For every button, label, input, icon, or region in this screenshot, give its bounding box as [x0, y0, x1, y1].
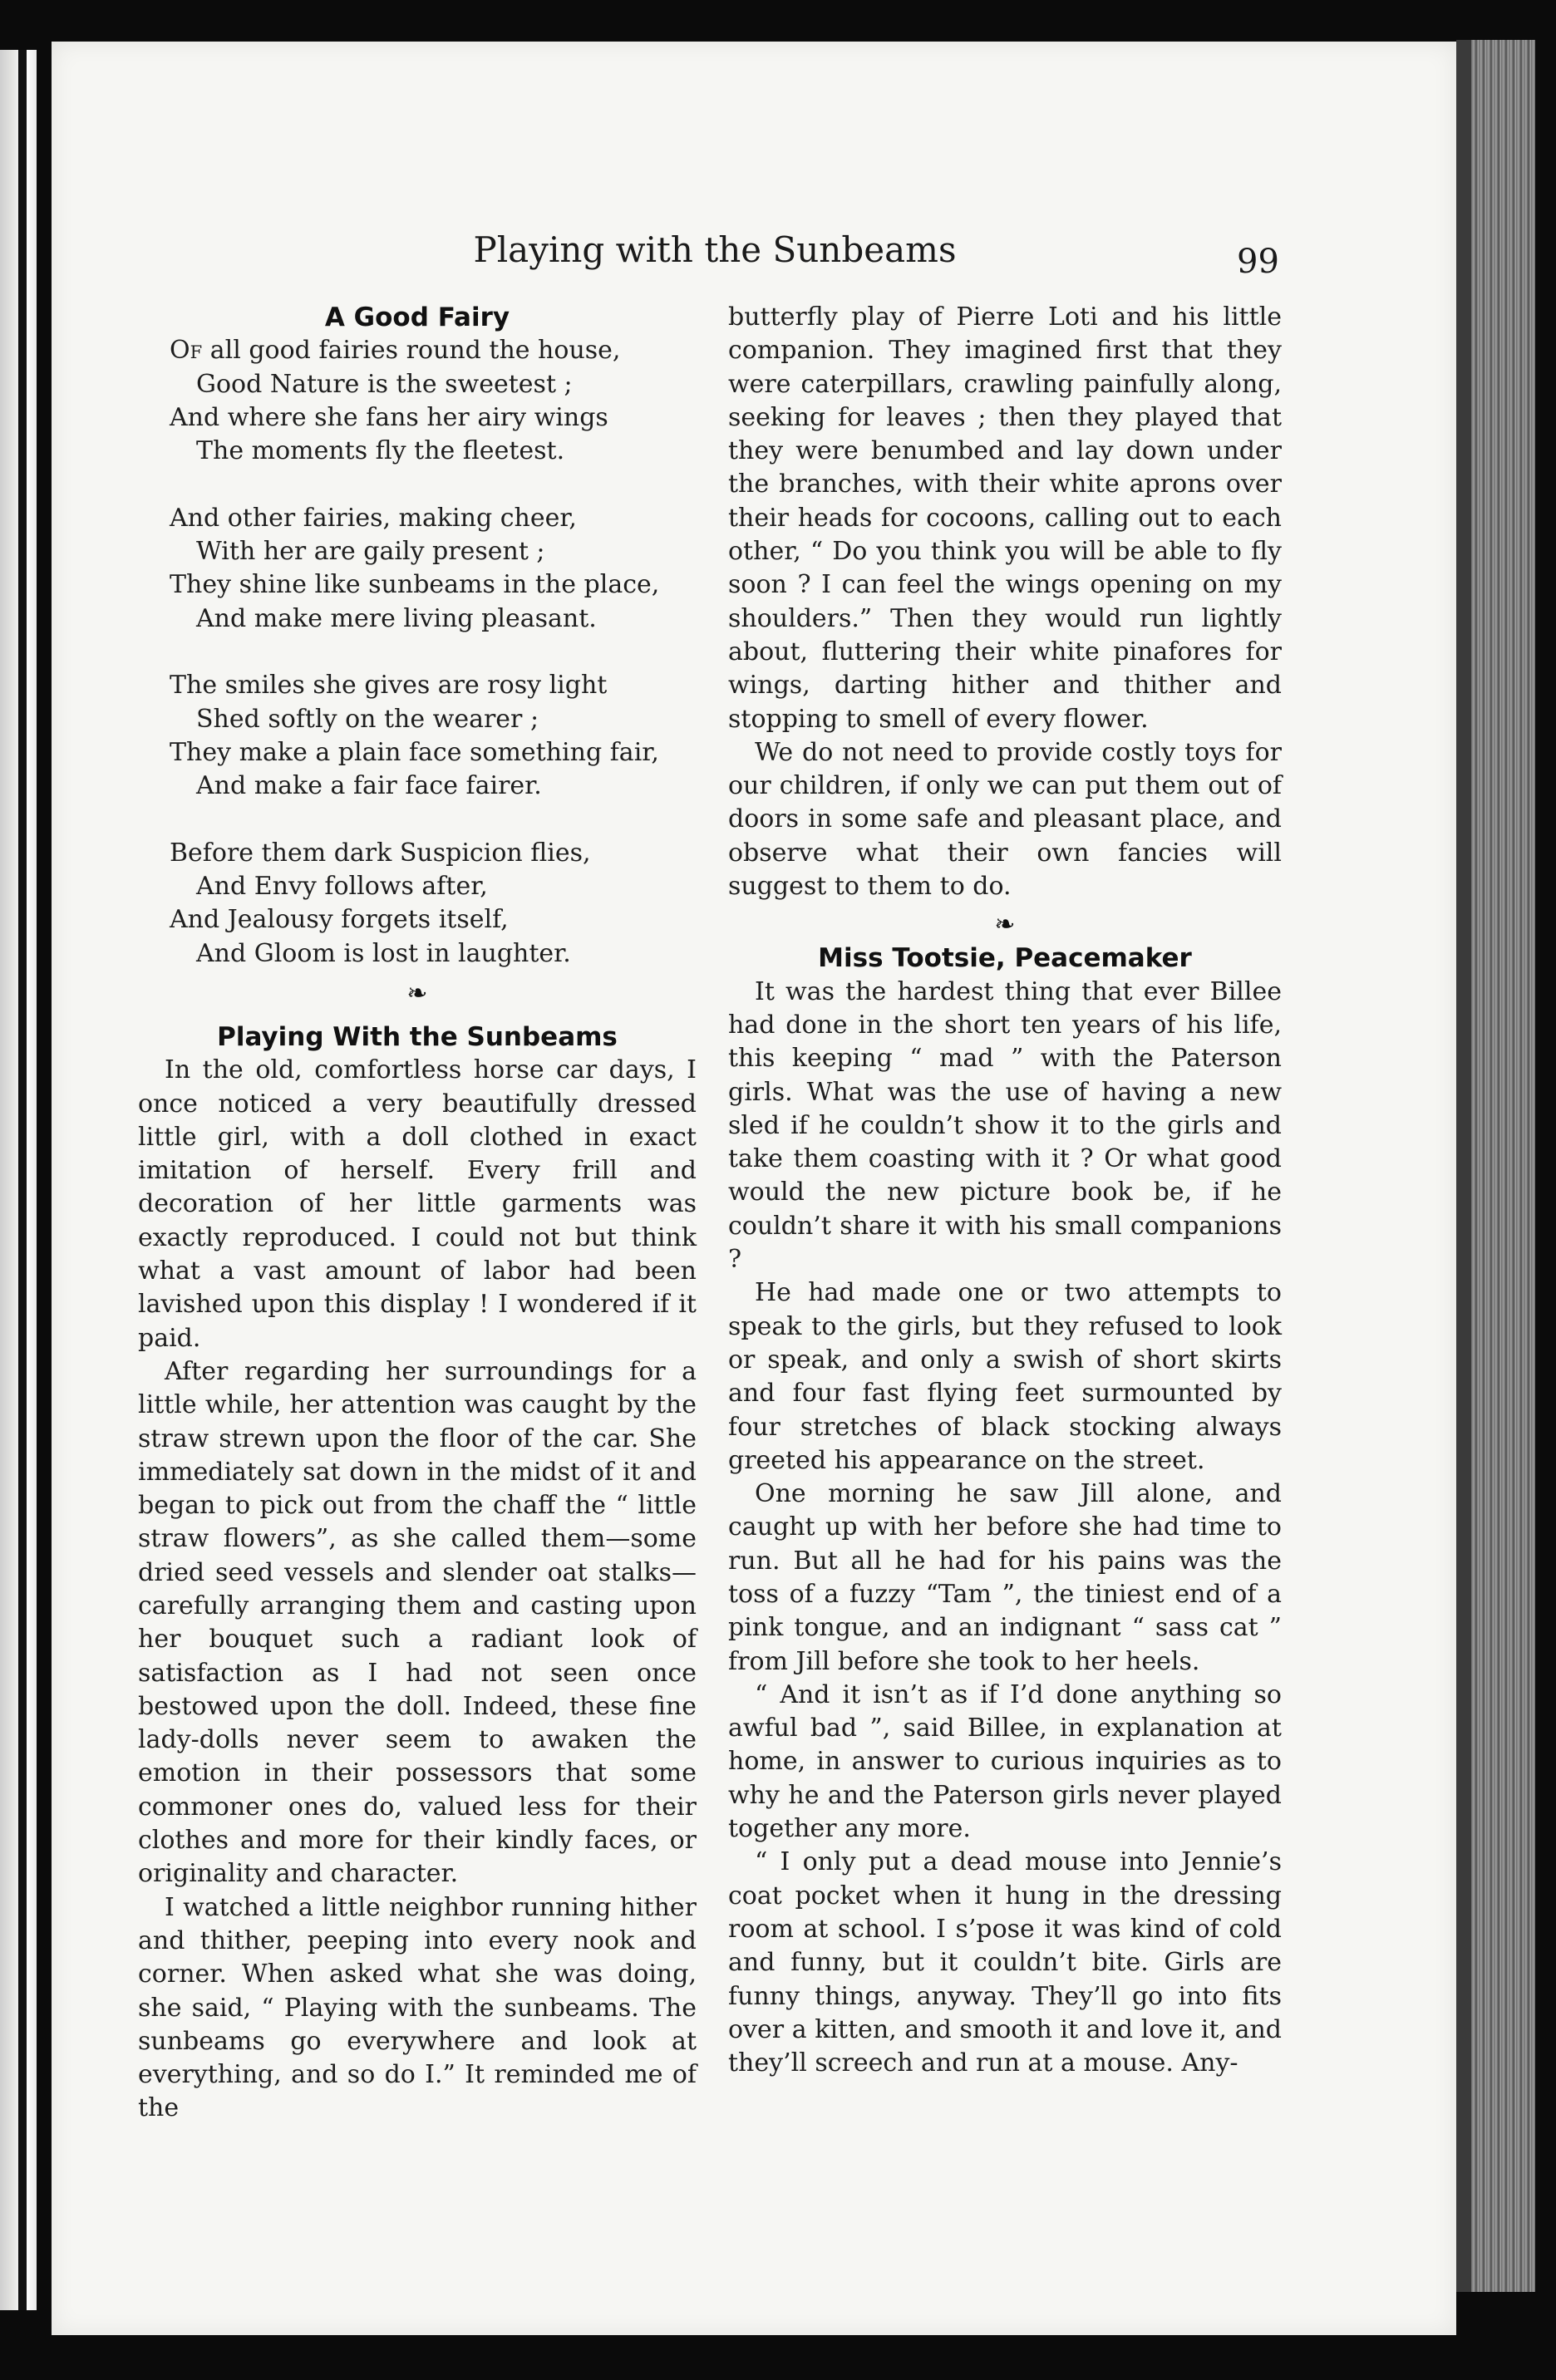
- poem-title: A Good Fairy: [324, 302, 510, 332]
- poem-line: And Gloom is lost in laughter.: [196, 938, 571, 968]
- article-paragraph: It was the hardest thing that ever Billee had done in the short ten years of his life, this keeping “ mad ” with the Paterson girls. What was the use of having a new sled if he couldn’t show it to the girls and take them coasting with it ? Or what good would the new picture book be, if he couldn’t share it with his small companions ?: [728, 976, 1282, 1275]
- article-title: Playing With the Sunbeams: [217, 1021, 618, 1052]
- article-title: Miss Tootsie, Peacemaker: [818, 943, 1192, 974]
- right-column: [728, 301, 1282, 2080]
- poem-initial: Of: [170, 336, 203, 366]
- poem-line: They make a plain face something fair,: [170, 737, 659, 767]
- article-paragraph: We do not need to provide costly toys for our children, if only we can put them out of doors in some safe and pleasant place, and observe what their own fancies will suggest to them to do.: [728, 737, 1282, 902]
- poem-line: Of all good fairies round the house,: [170, 336, 621, 366]
- article-paragraph: “ I only put a dead mouse into Jennie’s coat pocket when it hung in the dressing room at school. I s’pose it was kind of cold and funny, but it couldn’t bite. Girls are funny things, anyway. They’ll go into fits over a kitten, and smooth it and love it, and they’ll screech and run at a mouse. Any-: [728, 1847, 1282, 2078]
- left-column: [138, 301, 697, 2126]
- poem-line: And make mere living pleasant.: [196, 603, 597, 633]
- book-left-edge: [0, 50, 37, 2310]
- poem-line: They shine like sunbeams in the place,: [170, 570, 660, 600]
- poem-line: And make a fair face fairer.: [196, 771, 542, 801]
- poem-line: The moments fly the fleetest.: [196, 436, 565, 466]
- book-page-stack: [1456, 40, 1535, 2292]
- poem-line: And Envy follows after,: [196, 872, 488, 902]
- section-ornament: ❧: [994, 910, 1016, 940]
- article-paragraph: One morning he saw Jill alone, and caught up with her before she had time to run. But all he had for his pains was the toss of a fuzzy “Tam ”, the tiniest end of a pink tongue, and an indignant “ sass cat ” from Jill before she took to her heels.: [728, 1479, 1282, 1676]
- poem-line: Good Nature is the sweetest ;: [196, 369, 573, 399]
- poem: [138, 334, 697, 971]
- poem-line: Shed softly on the wearer ;: [196, 704, 539, 734]
- article-paragraph: I watched a little neighbor running hither and thither, peeping into every nook and corner. When asked what she was doing, she said, “ Playing with the sunbeams. The sunbeams go everywhere and look at everything, and so do I.” It reminded me of the: [138, 1892, 697, 2123]
- running-header: Playing with the Sunbeams: [473, 229, 957, 270]
- poem-line: And other fairies, making cheer,: [170, 503, 577, 533]
- page-number: 99: [1237, 243, 1279, 281]
- article-paragraph-continued: butterfly play of Pierre Loti and his little companion. They imagined first that they were caterpillars, crawling painfully along, seeking for leaves ; then they played that they were benumbed and lay down under the branches, with their white aprons over their heads for cocoons, calling out to each other, “ Do you think you will be able to fly soon ? I can feel the wings opening on my shoulders.” Then they would run lightly about, fluttering their white pinafores for wings, darting hither and thither and stopping to smell of every flower.: [728, 302, 1282, 734]
- article-paragraph: After regarding her surroundings for a little while, her attention was caught by the straw strewn upon the floor of the car. She immediately sat down in the midst of it and began to pick out from the chaff the “ little straw flowers”, as she called them—some dried seed vessels and slender oat stalks—carefully arranging them and casting upon her bouquet such a radiant look of satisfaction as I had not seen once bestowed upon the doll. Indeed, these fine lady-dolls never seem to awaken the emotion in their possessors that some commoner ones do, valued less for their clothes and more for their kindly faces, or originality and character.: [138, 1356, 697, 1889]
- article-paragraph: “ And it isn’t as if I’d done anything so awful bad ”, said Billee, in explanation at home, in answer to curious inquiries as to why he and the Paterson girls never played together any more.: [728, 1679, 1282, 1844]
- article-paragraph: In the old, comfortless horse car days, I once noticed a very beautifully dressed little girl, with a doll clothed in exact imitation of herself. Every frill and decoration of her little garments was exactly reproduced. I could not but think what a vast amount of labor had been lavished upon this display ! I wondered if it paid.: [138, 1055, 697, 1353]
- poem-line: Before them dark Suspicion flies,: [170, 838, 591, 868]
- poem-line: The smiles she gives are rosy light: [170, 671, 608, 701]
- poem-line: And Jealousy forgets itself,: [170, 905, 509, 935]
- poem-stanza: [170, 502, 697, 636]
- poem-stanza: [170, 334, 697, 468]
- article-paragraph: He had made one or two attempts to speak to the girls, but they refused to look or speak, and only a swish of short skirts and four fast flying feet surmounted by four stretches of black stocking always greeted his appearance on the street.: [728, 1278, 1282, 1475]
- poem-stanza: [170, 669, 697, 803]
- poem-line: And where she fans her airy wings: [170, 402, 608, 432]
- poem-stanza: [170, 837, 697, 971]
- poem-line: With her are gaily present ;: [196, 537, 545, 567]
- section-ornament: ❧: [406, 978, 428, 1008]
